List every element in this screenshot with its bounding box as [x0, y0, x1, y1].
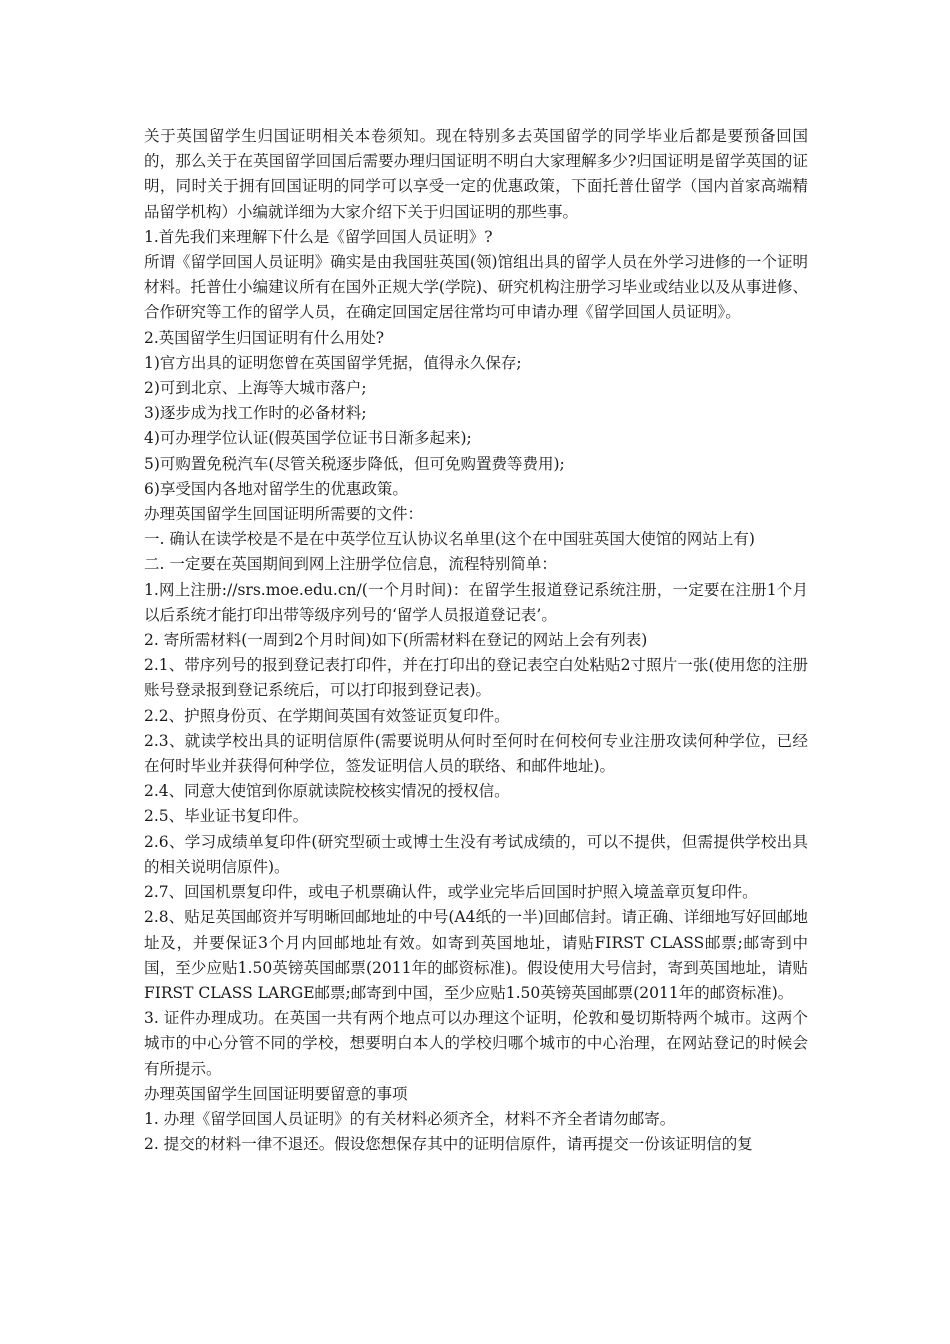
- intro-paragraph: 关于英国留学生归国证明相关本卷须知。现在特别多去英国留学的同学毕业后都是要预备回国的，那么关于在英国留学回国后需要办理归国证明不明白大家理解多少?归国证明是留学英国的证明，同时关于拥有回国证明的同学可以享受一定的优惠政策，下面托普仕留学（国内首家高端精品留学机构）小编就详细为大家介绍下关于归国证明的那些事。: [144, 127, 808, 221]
- section-heading-uses: 2.英国留学生归国证明有什么用处?: [144, 328, 385, 347]
- material-item-2-5: 2.5、毕业证书复印件。: [144, 807, 309, 826]
- material-item-2-2: 2.2、护照身份页、在学期间英国有效签证页复印件。: [144, 706, 510, 725]
- use-item-6: 6)享受国内各地对留学生的优惠政策。: [144, 479, 408, 498]
- step-mail-materials: 2. 寄所需材料(一周到2个月时间)如下(所需材料在登记的网站上会有列表): [144, 631, 648, 650]
- section-heading-required-documents: 办理英国留学生回国证明所需要的文件：: [144, 505, 424, 524]
- material-item-2-6: 2.6、学习成绩单复印件(研究型硕士或博士生没有考试成绩的，可以不提供，但需提供学校出具的相关说明信原件)。: [144, 832, 808, 876]
- section-heading-notes: 办理英国留学生回国证明要留意的事项: [144, 1084, 408, 1103]
- use-item-5: 5)可购置免税汽车(尽管关税逐步降低，但可免购置费等费用);: [144, 454, 565, 473]
- definition-paragraph: 所谓《留学回国人员证明》确实是由我国驻英国(领)馆组出具的留学人员在外学习进修的一个证明材料。托普仕小编建议所有在国外正规大学(学院)、研究机构注册学习毕业或结业以及从事进修、合作研究等工作的留学人员，在确定回国定居往常均可申请办理《留学回国人员证明》。: [144, 253, 808, 322]
- material-item-2-4: 2.4、同意大使馆到你原就读院校核实情况的授权信。: [144, 782, 510, 801]
- material-item-2-7: 2.7、回国机票复印件，或电子机票确认件，或学业完毕后回国时护照入境盖章页复印件。: [144, 883, 758, 902]
- step-one: 一. 确认在读学校是不是在中英学位互认协议名单里(这个在中国驻英国大使馆的网站上有): [144, 530, 755, 549]
- note-item-2: 2. 提交的材料一律不退还。假设您想保存其中的证明信原件，请再提交一份该证明信的复: [144, 1135, 753, 1154]
- material-item-2-1: 2.1、带序列号的报到登记表打印件，并在打印出的登记表空白处粘贴2寸照片一张(使用您的注册账号登录报到登记系统后，可以打印报到登记表)。: [144, 656, 808, 700]
- document-body: [144, 124, 808, 1157]
- use-item-2: 2)可到北京、上海等大城市落户;: [144, 379, 367, 398]
- use-item-3: 3)逐步成为找工作时的必备材料;: [144, 404, 367, 423]
- material-item-2-8: 2.8、贴足英国邮资并写明晰回邮地址的中号(A4纸的一半)回邮信封。请正确、详细地写好回邮地址及，并要保证3个月内回邮地址有效。如寄到英国地址，请贴FIRST CLASS邮票;邮寄到中国，至少应贴1.50英镑英国邮票(2011年的邮资标准)。假设使用大号信封，寄到英国地址，请贴FIRST CLASS LARGE邮票;邮寄到中国，至少应贴1.50英镑英国邮票(2011年的邮资标准)。: [144, 908, 808, 1002]
- step-two: 二. 一定要在英国期间到网上注册学位信息，流程特别简单：: [144, 555, 557, 574]
- use-item-1: 1)官方出具的证明您曾在英国留学凭据，值得永久保存;: [144, 353, 522, 372]
- step-certificate-success: 3. 证件办理成功。在英国一共有两个地点可以办理这个证明，伦敦和曼切斯特两个城市。这两个城市的中心分管不同的学校，想要明白本人的学校归哪个城市的中心治理，在网站登记的时候会有所提示。: [144, 1009, 808, 1078]
- material-item-2-3: 2.3、就读学校出具的证明信原件(需要说明从何时至何时在何校何专业注册攻读何种学位，已经在何时毕业并获得何种学位，签发证明信人员的联络、和邮件地址)。: [144, 731, 808, 776]
- use-item-4: 4)可办理学位认证(假英国学位证书日渐多起来);: [144, 429, 472, 448]
- section-heading-what-is-certificate: 1.首先我们来理解下什么是《留学回国人员证明》?: [144, 227, 493, 246]
- step-online-registration: 1.网上注册://srs.moe.edu.cn/(一个月时间)：在留学生报道登记系统注册，一定要在注册1个月以后系统才能打印出带等级序列号的‘留学人员报道登记表’。: [144, 580, 808, 624]
- note-item-1: 1. 办理《留学回国人员证明》的有关材料必须齐全，材料不齐全者请勿邮寄。: [144, 1109, 676, 1128]
